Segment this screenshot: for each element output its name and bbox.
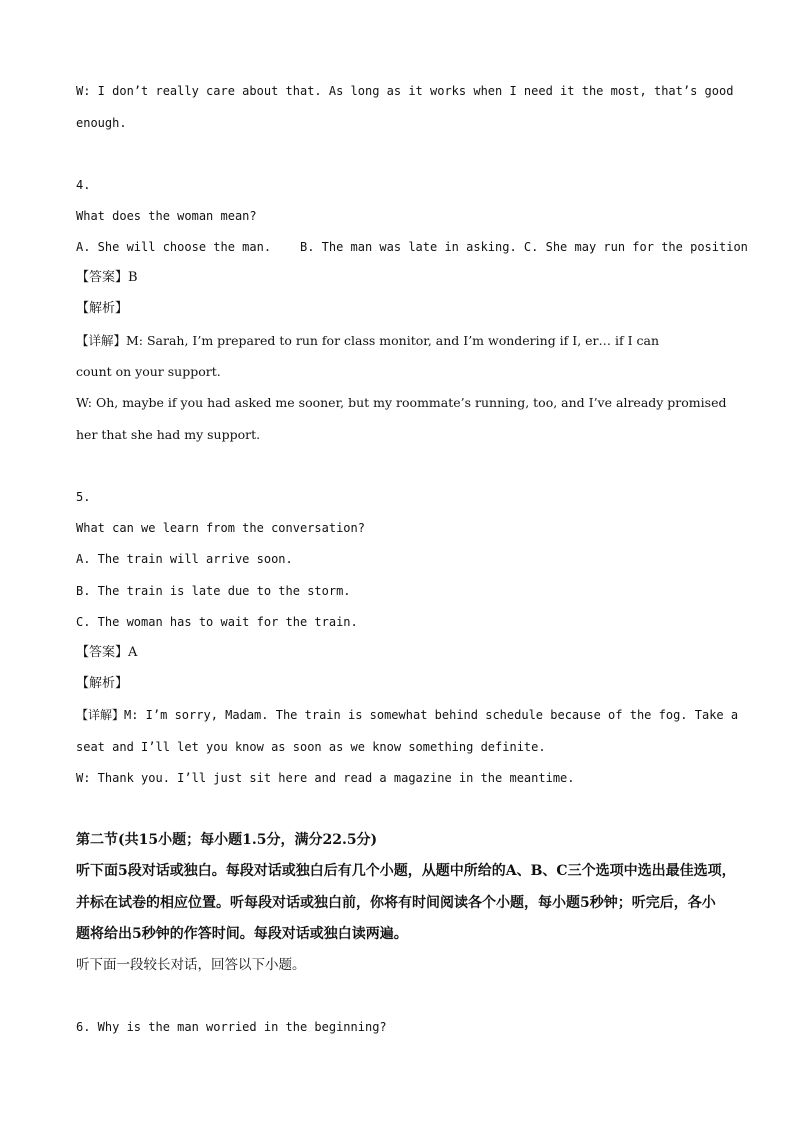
question-options: A. She will choose the man. B. The man was late in asking. C. She may run for the position — [76, 240, 748, 254]
option-a: A. The train will arrive soon. — [76, 552, 293, 566]
answer-label: 【答案】B — [76, 270, 138, 285]
question-number: 5. — [76, 490, 91, 504]
detail-line: 【详解】M: Sarah, I’m prepared to run for class monitor, and I’m wondering if I, er… if I can — [76, 333, 660, 348]
section-instruction: 听下面5段对话或独白。每段对话或独白后有几个小题，从题中所给的A、B、C三个选项中选出最佳选项， — [76, 863, 736, 879]
subsection-instruction: 听下面一段较长对话，回答以下小题。 — [76, 957, 306, 973]
section-heading: 第二节(共15小题；每小题1.5分，满分22.5分) — [76, 832, 378, 848]
question-number: 4. — [76, 178, 91, 192]
detail-line: seat and I’ll let you know as soon as we know something definite. — [76, 740, 546, 754]
analysis-label: 【解析】 — [76, 676, 129, 691]
section-instruction: 并标在试卷的相应位置。听每段对话或独白前，你将有时间阅读各个小题，每小题5秒钟；听完后，各小 — [76, 895, 716, 911]
detail-line: W: Oh, maybe if you had asked me sooner, but my roommate’s running, too, and I’ve already promised — [76, 395, 727, 410]
section-instruction: 题将给出5秒钟的作答时间。每段对话或独白读两遍。 — [76, 926, 408, 942]
dialogue-line: W: I don’t really care about that. As long as it works when I need it the most, that’s good — [76, 84, 734, 98]
detail-line: 【详解】M: I’m sorry, Madam. The train is somewhat behind schedule because of the fog. Take a — [76, 708, 739, 722]
option-b: B. The train is late due to the storm. — [76, 584, 351, 598]
detail-line: count on your support. — [76, 364, 221, 379]
question-text: What can we learn from the conversation? — [76, 521, 365, 535]
detail-line: her that she had my support. — [76, 427, 261, 442]
question-text: 6. Why is the man worried in the beginning? — [76, 1020, 387, 1034]
question-text: What does the woman mean? — [76, 209, 257, 223]
dialogue-line: enough. — [76, 116, 127, 130]
answer-label: 【答案】A — [76, 645, 138, 660]
analysis-label: 【解析】 — [76, 301, 129, 316]
option-c: C. The woman has to wait for the train. — [76, 615, 358, 629]
detail-line: W: Thank you. I’ll just sit here and read a magazine in the meantime. — [76, 771, 575, 785]
